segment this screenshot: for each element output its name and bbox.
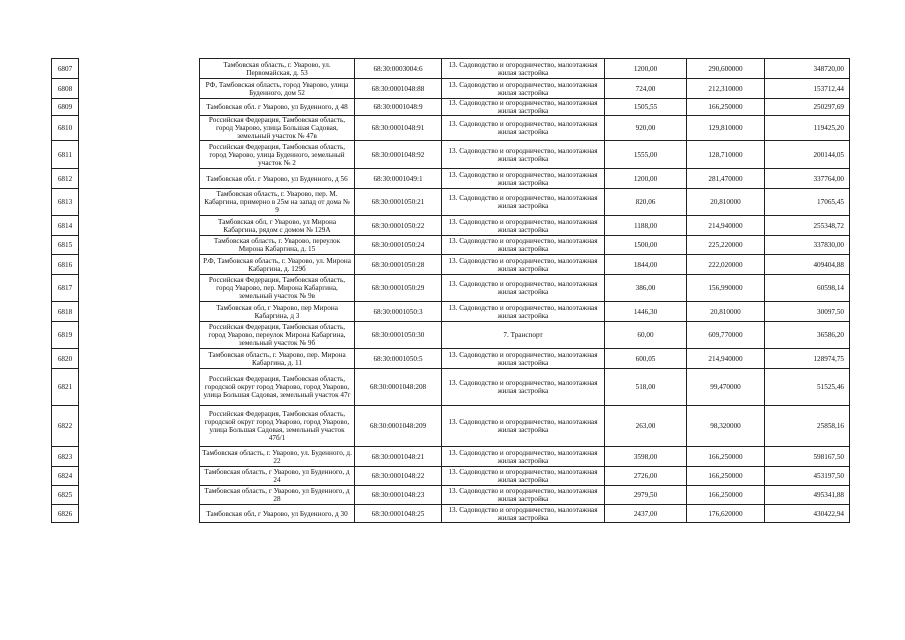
table-row [52, 322, 850, 349]
area-cell: 1844,00 [605, 255, 687, 275]
cadastral-value-cell: 128974,75 [765, 349, 850, 369]
address-cell: Тамбовская обл, г Уварово, ул Мирона Кабаргина, рядом с домом № 129А [200, 216, 355, 236]
gap-cell [79, 79, 200, 99]
area-cell: 2726,00 [605, 467, 687, 486]
gap-cell [79, 369, 200, 406]
gap-cell [79, 505, 200, 523]
cadastral-number-cell: 68:30:0001048:9 [355, 99, 442, 116]
cadastral-number-cell: 68:30:0001050:30 [355, 322, 442, 349]
gap-cell [79, 116, 200, 141]
table-row [52, 79, 850, 99]
area-cell: 2437,00 [605, 505, 687, 523]
address-cell: РФ, Тамбовская область, город Уварово, улица Буденного, дом 52 [200, 79, 355, 99]
table-row [52, 59, 850, 79]
cadastral-value-cell: 255348,72 [765, 216, 850, 236]
rate-cell: 225,220000 [687, 236, 765, 255]
area-cell: 60,00 [605, 322, 687, 349]
area-cell: 518,00 [605, 369, 687, 406]
cadastral-number-cell: 68:30:0001050:3 [355, 302, 442, 322]
rate-cell: 156,990000 [687, 275, 765, 302]
land-use-cell: 13. Садоводство и огородничество, малоэтажная жилая застройка [442, 406, 605, 447]
land-use-cell: 13. Садоводство и огородничество, малоэтажная жилая застройка [442, 467, 605, 486]
cadastral-number-cell: 68:30:0001050:21 [355, 189, 442, 216]
cadastral-number-cell: 68:30:0001048:88 [355, 79, 442, 99]
table-row [52, 369, 850, 406]
cadastral-value-cell: 153712,44 [765, 79, 850, 99]
row-number-cell: 6807 [52, 59, 79, 79]
area-cell: 1188,00 [605, 216, 687, 236]
row-number-cell: 6809 [52, 99, 79, 116]
rate-cell: 212,310000 [687, 79, 765, 99]
row-number-cell: 6819 [52, 322, 79, 349]
cadastral-value-cell: 51525,46 [765, 369, 850, 406]
cadastral-value-cell: 453197,50 [765, 467, 850, 486]
area-cell: 1505,55 [605, 99, 687, 116]
land-use-cell: 13. Садоводство и огородничество, малоэтажная жилая застройка [442, 99, 605, 116]
rate-cell: 20,810000 [687, 189, 765, 216]
table-row [52, 141, 850, 169]
rate-cell: 290,600000 [687, 59, 765, 79]
area-cell: 2979,50 [605, 486, 687, 505]
row-number-cell: 6817 [52, 275, 79, 302]
table-row [52, 169, 850, 189]
rate-cell: 20,810000 [687, 302, 765, 322]
rate-cell: 281,470000 [687, 169, 765, 189]
rate-cell: 99,470000 [687, 369, 765, 406]
address-cell: Российская Федерация, Тамбовская область, город Уварово, пер. Мирона Кабаргина, земельный участок № 9в [200, 275, 355, 302]
area-cell: 1555,00 [605, 141, 687, 169]
cadastral-number-cell: 68:30:0001050:24 [355, 236, 442, 255]
gap-cell [79, 255, 200, 275]
row-number-cell: 6824 [52, 467, 79, 486]
land-use-cell: 13. Садоводство и огородничество, малоэтажная жилая застройка [442, 116, 605, 141]
table-row [52, 189, 850, 216]
cadastral-number-cell: 68:30:0001048:21 [355, 447, 442, 467]
cadastral-value-cell: 250297,69 [765, 99, 850, 116]
gap-cell [79, 169, 200, 189]
row-number-cell: 6821 [52, 369, 79, 406]
area-cell: 263,00 [605, 406, 687, 447]
rate-cell: 176,620000 [687, 505, 765, 523]
area-cell: 1446,30 [605, 302, 687, 322]
rate-cell: 166,250000 [687, 447, 765, 467]
area-cell: 386,00 [605, 275, 687, 302]
address-cell: Тамбовская область, г. Уварово, пер. М. Кабаргина, примерно в 25м на запад от дома № 9 [200, 189, 355, 216]
row-number-cell: 6816 [52, 255, 79, 275]
area-cell: 1500,00 [605, 236, 687, 255]
land-use-cell: 13. Садоводство и огородничество, малоэтажная жилая застройка [442, 486, 605, 505]
gap-cell [79, 216, 200, 236]
land-use-cell: 13. Садоводство и огородничество, малоэтажная жилая застройка [442, 59, 605, 79]
area-cell: 920,00 [605, 116, 687, 141]
area-cell: 3598,00 [605, 447, 687, 467]
land-use-cell: 7. Транспорт [442, 322, 605, 349]
row-number-cell: 6810 [52, 116, 79, 141]
area-cell: 1200,00 [605, 169, 687, 189]
cadastral-number-cell: 68:30:0001048:25 [355, 505, 442, 523]
table-row [52, 486, 850, 505]
cadastral-value-cell: 348720,00 [765, 59, 850, 79]
rate-cell: 609,770000 [687, 322, 765, 349]
row-number-cell: 6826 [52, 505, 79, 523]
land-use-cell: 13. Садоводство и огородничество, малоэтажная жилая застройка [442, 275, 605, 302]
table-row [52, 216, 850, 236]
rate-cell: 166,250000 [687, 99, 765, 116]
address-cell: Тамбовская область, г Уварово, ул Буденного, д 24 [200, 467, 355, 486]
gap-cell [79, 59, 200, 79]
table-row [52, 505, 850, 523]
rate-cell: 129,810000 [687, 116, 765, 141]
land-use-cell: 13. Садоводство и огородничество, малоэтажная жилая застройка [442, 505, 605, 523]
address-cell: Тамбовская область, г. Уварово, ул. Буденного, д. 22 [200, 447, 355, 467]
cadastral-value-cell: 60598,14 [765, 275, 850, 302]
cadastral-value-cell: 430422,94 [765, 505, 850, 523]
land-valuation-table [51, 58, 850, 523]
gap-cell [79, 302, 200, 322]
cadastral-value-cell: 25858,16 [765, 406, 850, 447]
row-number-cell: 6813 [52, 189, 79, 216]
land-use-cell: 13. Садоводство и огородничество, малоэтажная жилая застройка [442, 216, 605, 236]
land-use-cell: 13. Садоводство и огородничество, малоэтажная жилая застройка [442, 189, 605, 216]
area-cell: 1200,00 [605, 59, 687, 79]
rate-cell: 98,320000 [687, 406, 765, 447]
row-number-cell: 6811 [52, 141, 79, 169]
row-number-cell: 6822 [52, 406, 79, 447]
table-row [52, 302, 850, 322]
rate-cell: 128,710000 [687, 141, 765, 169]
cadastral-value-cell: 17065,45 [765, 189, 850, 216]
cadastral-number-cell: 68:30:0001050:22 [355, 216, 442, 236]
land-use-cell: 13. Садоводство и огородничество, малоэтажная жилая застройка [442, 255, 605, 275]
gap-cell [79, 236, 200, 255]
area-cell: 820,06 [605, 189, 687, 216]
table-row [52, 349, 850, 369]
area-cell: 600,05 [605, 349, 687, 369]
table-row [52, 99, 850, 116]
cadastral-value-cell: 495341,88 [765, 486, 850, 505]
gap-cell [79, 189, 200, 216]
gap-cell [79, 322, 200, 349]
gap-cell [79, 447, 200, 467]
address-cell: Тамбовская обл, г Уварово, ул Буденного, д 30 [200, 505, 355, 523]
table-row [52, 467, 850, 486]
cadastral-value-cell: 36586,20 [765, 322, 850, 349]
land-use-cell: 13. Садоводство и огородничество, малоэтажная жилая застройка [442, 236, 605, 255]
row-number-cell: 6815 [52, 236, 79, 255]
address-cell: Российская Федерация, Тамбовская область, город Уварово, переулок Мирона Кабаргина, земельный участок № 9б [200, 322, 355, 349]
address-cell: Р.Ф, Тамбовская область, г. Уварово, ул. Мирона Кабаргина, д. 129б [200, 255, 355, 275]
address-cell: Российская Федерация, Тамбовская область, городской округ город Уварово, город Уварово, улица Большая Садовая, земельный участок 47б/1 [200, 406, 355, 447]
gap-cell [79, 406, 200, 447]
address-cell: Тамбовская область, г Уварово, ул Буденного, д 28 [200, 486, 355, 505]
cadastral-number-cell: 68:30:0001048:92 [355, 141, 442, 169]
area-cell: 724,00 [605, 79, 687, 99]
gap-cell [79, 99, 200, 116]
table-row [52, 236, 850, 255]
cadastral-number-cell: 68:30:0001048:22 [355, 467, 442, 486]
gap-cell [79, 349, 200, 369]
land-use-cell: 13. Садоводство и огородничество, малоэтажная жилая застройка [442, 302, 605, 322]
land-use-cell: 13. Садоводство и огородничество, малоэтажная жилая застройка [442, 349, 605, 369]
land-use-cell: 13. Садоводство и огородничество, малоэтажная жилая застройка [442, 79, 605, 99]
address-cell: Тамбовская область, г. Уварово, ул. Первомайская, д. 53 [200, 59, 355, 79]
land-use-cell: 13. Садоводство и огородничество, малоэтажная жилая застройка [442, 447, 605, 467]
address-cell: Тамбовская обл, г Уварово, пер Мирона Кабаргина, д 3 [200, 302, 355, 322]
address-cell: Российская Федерация, Тамбовская область, город Уварово, улица Буденного, земельный участок № 2 [200, 141, 355, 169]
cadastral-number-cell: 68:30:0001048:208 [355, 369, 442, 406]
cadastral-value-cell: 598167,50 [765, 447, 850, 467]
table-row [52, 447, 850, 467]
address-cell: Российская Федерация, Тамбовская область, городской округ город Уварово, город Уварово, улица Большая Садовая, земельный участок 47г [200, 369, 355, 406]
gap-cell [79, 467, 200, 486]
table-row [52, 255, 850, 275]
address-cell: Тамбовская область, г. Уварово, пер. Мирона Кабаргина, д. 11 [200, 349, 355, 369]
land-use-cell: 13. Садоводство и огородничество, малоэтажная жилая застройка [442, 169, 605, 189]
rate-cell: 166,250000 [687, 467, 765, 486]
cadastral-value-cell: 409404,88 [765, 255, 850, 275]
cadastral-value-cell: 337764,00 [765, 169, 850, 189]
row-number-cell: 6825 [52, 486, 79, 505]
table-row [52, 116, 850, 141]
land-use-cell: 13. Садоводство и огородничество, малоэтажная жилая застройка [442, 369, 605, 406]
rate-cell: 214,940000 [687, 216, 765, 236]
cadastral-number-cell: 68:30:0001050:29 [355, 275, 442, 302]
cadastral-number-cell: 68:30:0001048:209 [355, 406, 442, 447]
address-cell: Российская Федерация, Тамбовская область, город Уварово, улица Большая Садовая, земельный участок № 47в [200, 116, 355, 141]
cadastral-number-cell: 68:30:0001048:23 [355, 486, 442, 505]
cadastral-number-cell: 68:30:0003004:6 [355, 59, 442, 79]
rate-cell: 214,940000 [687, 349, 765, 369]
table-row [52, 275, 850, 302]
row-number-cell: 6823 [52, 447, 79, 467]
cadastral-value-cell: 200144,05 [765, 141, 850, 169]
cadastral-number-cell: 68:30:0001050:28 [355, 255, 442, 275]
cadastral-number-cell: 68:30:0001048:91 [355, 116, 442, 141]
cadastral-value-cell: 30097,50 [765, 302, 850, 322]
address-cell: Тамбовская обл. г Уварово, ул Буденного, д 48 [200, 99, 355, 116]
address-cell: Тамбовская обл. г Уварово, ул Буденного, д 56 [200, 169, 355, 189]
cadastral-value-cell: 119425,20 [765, 116, 850, 141]
cadastral-number-cell: 68:30:0001050:5 [355, 349, 442, 369]
cadastral-value-cell: 337830,00 [765, 236, 850, 255]
row-number-cell: 6818 [52, 302, 79, 322]
row-number-cell: 6812 [52, 169, 79, 189]
cadastral-number-cell: 68:30:0001049:1 [355, 169, 442, 189]
gap-cell [79, 486, 200, 505]
row-number-cell: 6820 [52, 349, 79, 369]
gap-cell [79, 275, 200, 302]
rate-cell: 166,250000 [687, 486, 765, 505]
row-number-cell: 6808 [52, 79, 79, 99]
gap-cell [79, 141, 200, 169]
rate-cell: 222,020000 [687, 255, 765, 275]
land-use-cell: 13. Садоводство и огородничество, малоэтажная жилая застройка [442, 141, 605, 169]
row-number-cell: 6814 [52, 216, 79, 236]
table-row [52, 406, 850, 447]
address-cell: Тамбовская область, г. Уварово, переулок Мирона Кабаргина, д. 15 [200, 236, 355, 255]
